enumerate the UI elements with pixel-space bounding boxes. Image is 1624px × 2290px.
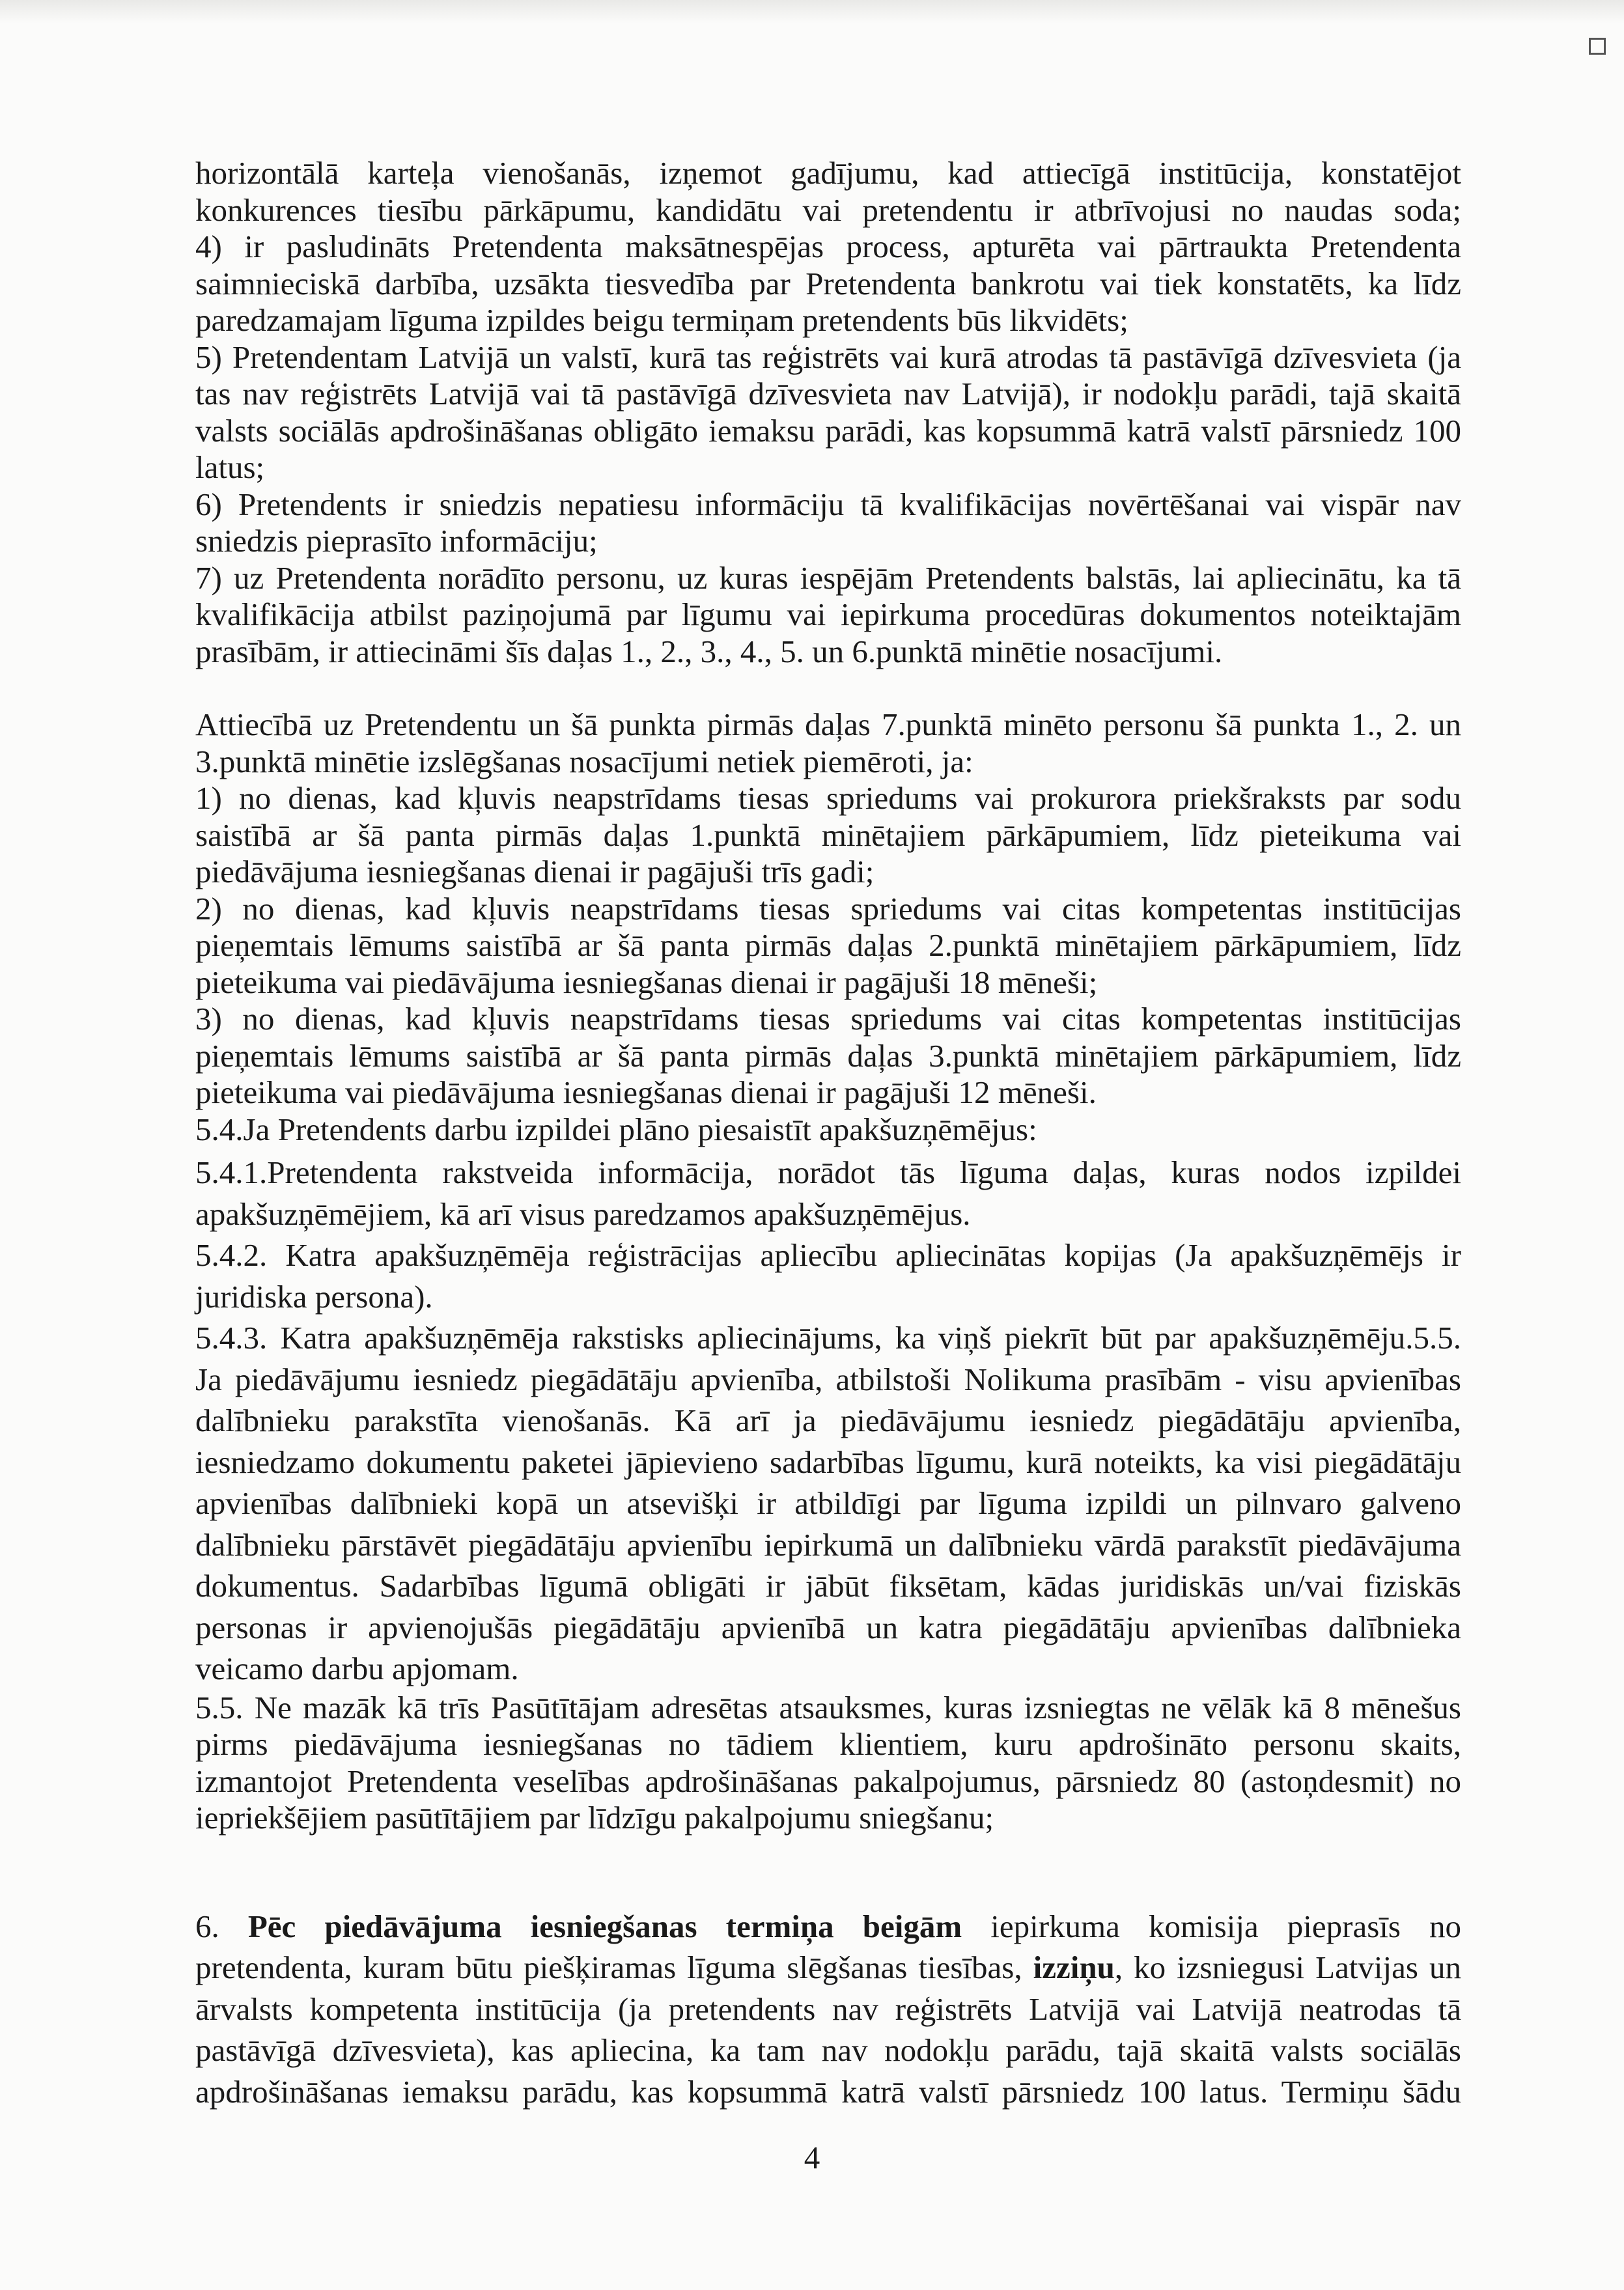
- text-line: prasībām, ir attiecināmi šīs daļas 1., 2., 3., 4., 5. un 6.punktā minētie nosacījumi.: [195, 633, 1223, 669]
- text-line: Attiecībā uz Pretendentu un šā punkta pirmās daļas 7.punktā minēto personu šā punkta 1., 2. un: [195, 706, 1461, 742]
- text-line: apakšuzņēmējiem, kā arī visus paredzamos apakšuzņēmējus.: [195, 1195, 971, 1232]
- section-number: 6.: [195, 1908, 219, 1944]
- text-line: iepriekšējiem pasūtītājiem par līdzīgu pakalpojumu sniegšanu;: [195, 1800, 994, 1836]
- document-page: [195, 155, 1461, 2112]
- text-line: 3) no dienas, kad kļuvis neapstrīdams tiesas spriedums vai citas kompetentas institūcijas: [195, 1001, 1461, 1037]
- text-line: dalībnieku pārstāvēt piegādātāju apvienību iepirkumā un dalībnieku vārdā parakstīt piedāvājuma: [195, 1526, 1461, 1563]
- text-line: apdrošināšanas iemaksu parādu, kas kopsummā katrā valstī pārsniedz 100 latus. Termiņu šādu: [195, 2073, 1461, 2110]
- text-line: konkurences tiesību pārkāpumu, kandidātu vai pretendentu ir atbrīvojusi no naudas soda;: [195, 191, 1461, 228]
- text-line: 5) Pretendentam Latvijā un valstī, kurā tas reģistrēts vai kurā atrodas tā pastāvīgā dzīvesvieta (ja: [195, 339, 1461, 375]
- paragraph-exclusion-conditions: [195, 155, 1461, 670]
- text-line: 5.4.3. Katra apakšuzņēmēja rakstisks apliecinājums, ka viņš piekrīt būt par apakšuzņēmēju.5.5.: [195, 1320, 1461, 1356]
- text-line: valsts sociālās apdrošināšanas obligāto iemaksu parādi, kas kopsummā katrā valstī pārsniedz 100: [195, 412, 1461, 449]
- text-line: 6) Pretendents ir sniedzis nepatiesu informāciju tā kvalifikācijas novērtēšanai vai vispār nav: [195, 486, 1461, 522]
- text-line: 3.punktā minētie izslēgšanas nosacījumi netiek piemēroti, ja:: [195, 743, 973, 779]
- text-line: piedāvājuma iesniegšanas dienai ir pagājuši trīs gadi;: [195, 854, 875, 889]
- text-line: [195, 1906, 1461, 1948]
- text-line: pieņemtais lēmums saistībā ar šā panta pirmās daļas 2.punktā minētajiem pārkāpumiem, līdz: [195, 927, 1461, 963]
- text-line: paredzamajam līguma izpildes beigu termiņam pretendents būs likvidēts;: [195, 302, 1128, 338]
- text-line: ārvalsts kompetenta institūcija (ja pretendents nav reģistrēts Latvijā vai Latvijā neatrodas tā: [195, 1990, 1461, 2027]
- bold-heading-phrase: Pēc piedāvājuma iesniegšanas termiņa beigām: [247, 1908, 962, 1944]
- text-line: saimnieciskā darbība, uzsākta tiesvedība par Pretendenta bankrotu vai tiek konstatēts, ka līdz: [195, 265, 1461, 301]
- text-line: juridiska persona).: [195, 1278, 433, 1315]
- text-line: pieteikuma vai piedāvājuma iesniegšanas dienai ir pagājuši 12 mēneši.: [195, 1074, 1097, 1110]
- text-line: iesniedzamo dokumentu paketei jāpievieno sadarbības līgumu, kurā noteikts, ka visi piegādātāju: [195, 1444, 1461, 1480]
- paragraph-references: [195, 1690, 1461, 1837]
- text-line: horizontālā karteļa vienošanās, izņemot gadījumu, kad attiecīgā institūcija, konstatējot: [195, 155, 1461, 191]
- text-line: 4) ir pasludināts Pretendenta maksātnespējas process, apturēta vai pārtraukta Pretendenta: [195, 229, 1461, 264]
- text-line: pieteikuma vai piedāvājuma iesniegšanas dienai ir pagājuši 18 mēneši;: [195, 964, 1098, 1000]
- bold-word: izziņu: [1033, 1949, 1115, 1985]
- text-fragment: pretendenta, kuram būtu piešķiramas līguma slēgšanas tiesības,: [195, 1949, 1022, 1985]
- text-line: saistībā ar šā panta pirmās daļas 1.punktā minētajiem pārkāpumiem, līdz pieteikuma vai: [195, 817, 1461, 853]
- text-line: 5.4.Ja Pretendents darbu izpildei plāno piesaistīt apakšuzņēmējus:: [195, 1111, 1037, 1147]
- text-line: dalībnieku parakstīta vienošanās. Kā arī ja piedāvājumu iesniedz piegādātāju apvienība,: [195, 1403, 1461, 1438]
- text-line: pieņemtais lēmums saistībā ar šā panta pirmās daļas 3.punktā minētajiem pārkāpumiem, līdz: [195, 1037, 1461, 1074]
- text-line: personas ir apvienojušās piegādātāju apvienībā un katra piegādātāju apvienības dalībnieka: [195, 1609, 1461, 1645]
- text-line: latus;: [195, 449, 265, 485]
- text-line: tas nav reģistrēts Latvijā vai tā pastāvīgā dzīvesvieta nav Latvijā), ir nodokļu parādi, tajā skaitā: [195, 376, 1461, 412]
- text-line: apvienības dalībnieki kopā un atsevišķi ir atbildīgi par līguma izpildi un pilnvaro galveno: [195, 1485, 1461, 1521]
- scan-edge-shadow: [0, 0, 1624, 23]
- text-line: dokumentus. Sadarbības līgumā obligāti ir jābūt fiksētam, kādas juridiskās un/vai fiziskās: [195, 1568, 1461, 1604]
- scan-corner-mark: [1589, 38, 1606, 55]
- text-line: sniedzis pieprasīto informāciju;: [195, 523, 598, 559]
- text-line: [195, 1947, 1461, 1989]
- text-line: kvalifikācija atbilst paziņojumā par līgumu vai iepirkuma procedūras dokumentos noteiktajām: [195, 596, 1461, 632]
- text-line: izmantojot Pretendenta veselības apdrošināšanas pakalpojumus, pārsniedz 80 (astoņdesmit) no: [195, 1763, 1461, 1799]
- paragraph-section-6: [195, 1906, 1461, 2113]
- text-line: veicamo darbu apjomam.: [195, 1651, 519, 1686]
- text-line: pirms piedāvājuma iesniegšanas no tādiem klientiem, kuru apdrošināto personu skaits,: [195, 1726, 1461, 1762]
- text-line: 1) no dienas, kad kļuvis neapstrīdams tiesas spriedums vai prokurora priekšraksts par sodu: [195, 780, 1461, 816]
- text-line: 2) no dienas, kad kļuvis neapstrīdams tiesas spriedums vai citas kompetentas institūcijas: [195, 890, 1461, 927]
- page-number: 4: [804, 2140, 820, 2175]
- text-line: 7) uz Pretendenta norādīto personu, uz kuras iespējām Pretendents balstās, lai apliecinātu, ka tā: [195, 559, 1461, 596]
- text-fragment: iepirkuma komisija pieprasīs no: [990, 1908, 1462, 1944]
- text-line: 5.4.2. Katra apakšuzņēmēja reģistrācijas apliecību apliecinātas kopijas (Ja apakšuzņēmējs ir: [195, 1237, 1461, 1273]
- text-line: pastāvīgā dzīvesvieta), kas apliecina, ka tam nav nodokļu parādu, tajā skaitā valsts sociālās: [195, 2032, 1461, 2068]
- text-fragment: , ko izsniegusi Latvijas un: [1114, 1949, 1461, 1985]
- text-line: 5.5. Ne mazāk kā trīs Pasūtītājam adresētas atsauksmes, kuras izsniegtas ne vēlāk kā 8 mēnešus: [195, 1689, 1461, 1725]
- paragraph-subcontractors: [195, 1152, 1461, 1690]
- text-line: 5.4.1.Pretendenta rakstveida informācija, norādot tās līguma daļas, kuras nodos izpildei: [195, 1154, 1461, 1190]
- paragraph-exemptions: [195, 706, 1461, 1148]
- text-line: Ja piedāvājumu iesniedz piegādātāju apvienība, atbilstoši Nolikuma prasībām - visu apvienības: [195, 1361, 1461, 1397]
